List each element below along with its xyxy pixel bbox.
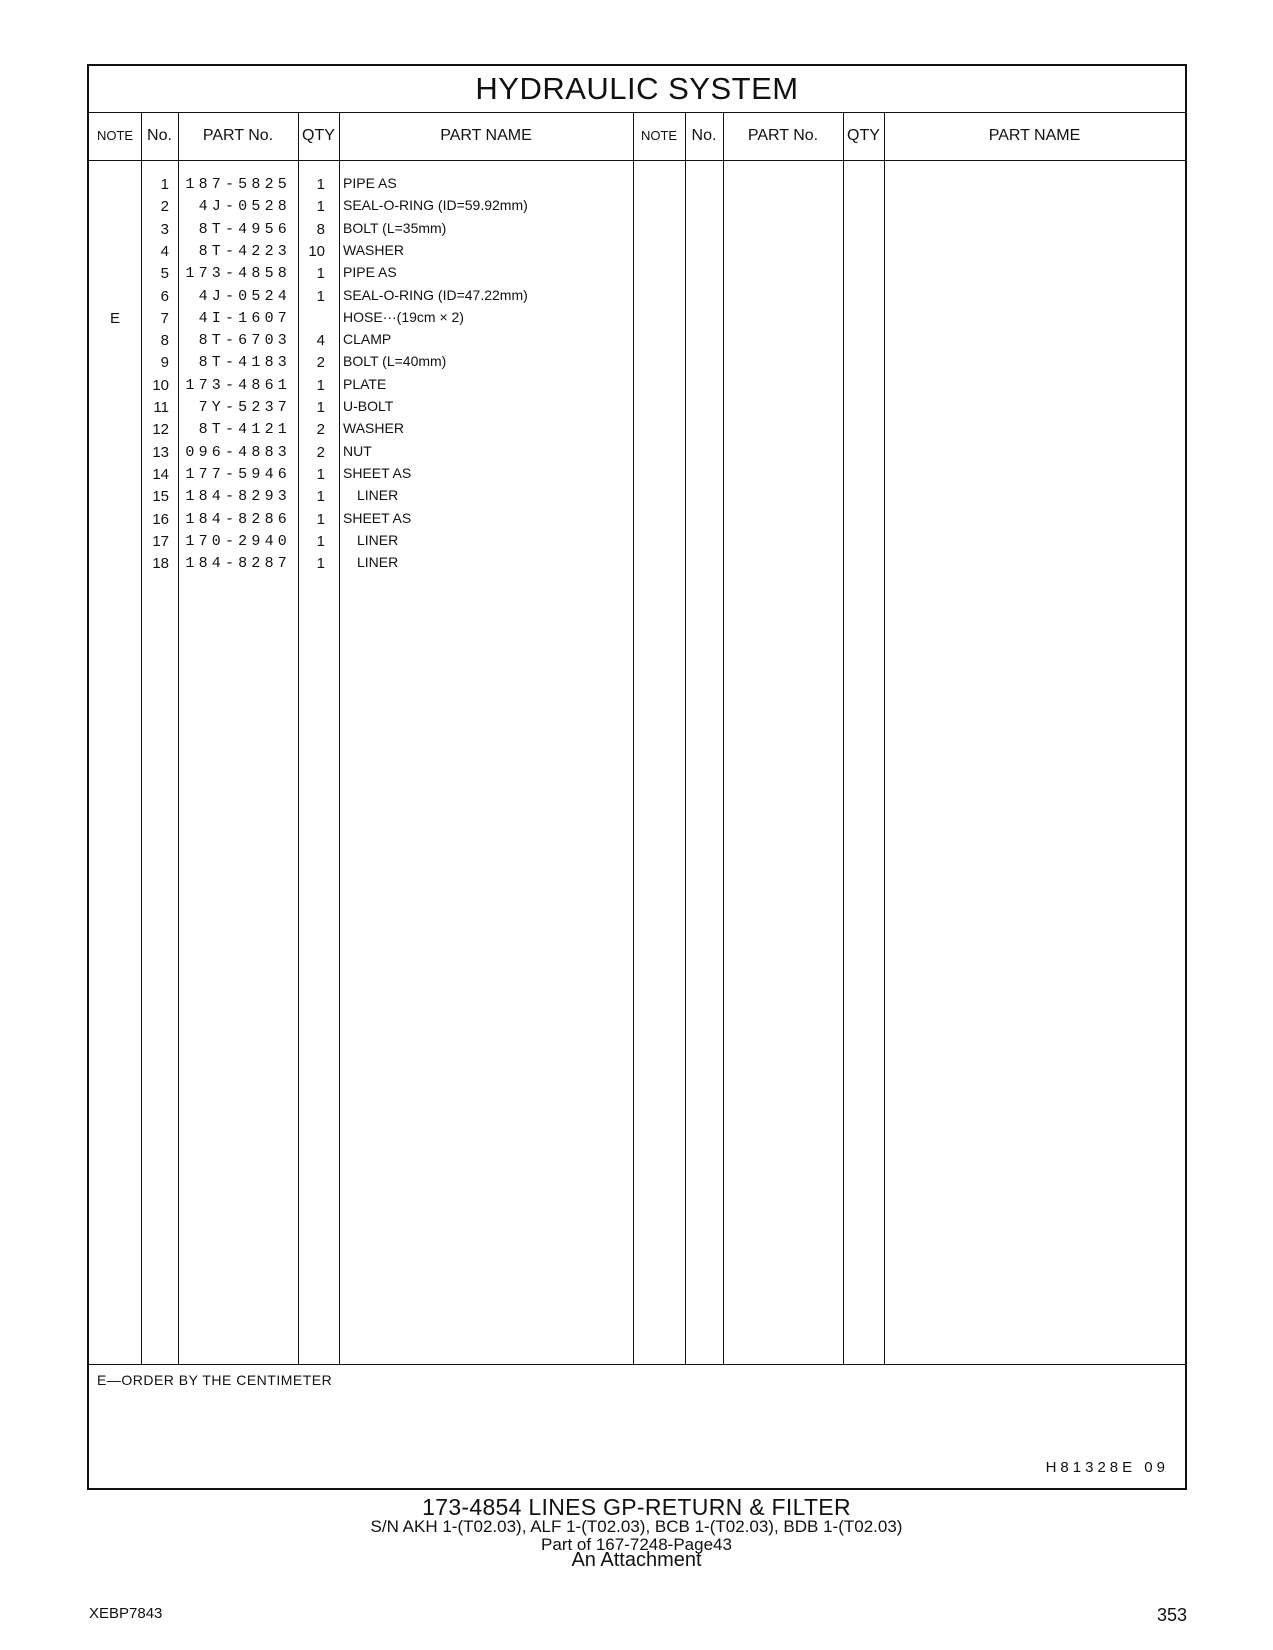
row-quantity: 2 [316, 421, 325, 439]
row-number: 3 [160, 220, 169, 238]
page-number: 353 [1156, 1605, 1187, 1625]
row-part-number: 4J-0528 [198, 198, 291, 216]
row-note: E [109, 309, 120, 327]
row-part-name: NUT [343, 442, 372, 459]
table-row [89, 485, 1185, 508]
row-number: 18 [152, 555, 169, 573]
table-row [89, 240, 1185, 263]
row-part-name: SEAL-O-RING (ID=59.92mm) [343, 197, 528, 214]
table-row [89, 530, 1185, 553]
row-part-name: WASHER [343, 241, 404, 258]
table-header [89, 112, 1185, 161]
row-number: 12 [152, 421, 169, 439]
row-quantity: 2 [316, 443, 325, 461]
footer-divider [89, 1364, 1185, 1365]
header-no-right: No. [691, 127, 717, 144]
row-part-name: SHEET AS [343, 509, 412, 526]
row-number: 15 [152, 488, 169, 506]
illustration-ref-code: H81328E 09 [1045, 1459, 1169, 1476]
row-part-number: 173-4858 [185, 265, 291, 283]
row-part-name: WASHER [343, 420, 404, 437]
header-part-no-left: PART No. [202, 127, 274, 144]
part-of-reference: Part of 167-7248-Page43 [541, 1535, 732, 1554]
table-row [89, 552, 1185, 575]
row-part-name: PIPE AS [343, 175, 397, 191]
row-number: 2 [160, 198, 169, 216]
row-quantity: 1 [316, 287, 325, 305]
table-row [89, 418, 1185, 441]
table-row [89, 307, 1185, 330]
row-part-number: 8T-4956 [198, 220, 291, 238]
row-number: 5 [160, 265, 169, 283]
header-note-right: NOTE [640, 128, 678, 143]
row-quantity: 1 [316, 555, 325, 573]
row-part-name: LINER [357, 554, 399, 571]
row-number: 11 [153, 399, 169, 416]
row-number: 10 [152, 376, 169, 394]
row-part-name: HOSE···(19cm × 2) [343, 308, 464, 325]
header-note-left: NOTE [96, 128, 134, 143]
table-row [89, 262, 1185, 285]
row-part-name: BOLT (L=40mm) [343, 353, 447, 370]
row-quantity: 1 [316, 265, 325, 283]
attachment-label: An Attachment [571, 1549, 702, 1571]
group-title: 173-4854 LINES GP-RETURN & FILTER [422, 1494, 851, 1520]
table-row [89, 374, 1185, 397]
row-quantity: 10 [308, 242, 325, 260]
row-part-name: BOLT (L=35mm) [343, 219, 447, 236]
row-part-number: 7Y-5237 [198, 399, 291, 416]
row-number: 16 [152, 510, 169, 528]
row-part-number: 184-8293 [185, 488, 291, 506]
row-quantity: 1 [316, 488, 325, 506]
row-quantity: 1 [316, 465, 325, 483]
row-part-name: LINER [357, 531, 399, 548]
row-number: 17 [152, 532, 169, 550]
header-part-name-left: PART NAME [440, 127, 532, 144]
parts-table-frame [87, 64, 1187, 1490]
row-quantity: 2 [316, 354, 325, 372]
table-row [89, 195, 1185, 218]
row-part-number: 170-2940 [185, 532, 291, 550]
row-part-name: U-BOLT [343, 398, 394, 414]
row-part-name: CLAMP [343, 331, 392, 348]
row-quantity: 1 [316, 198, 325, 216]
row-number: 9 [160, 354, 169, 372]
table-row [89, 285, 1185, 308]
row-quantity: 1 [316, 176, 325, 193]
table-row [89, 441, 1185, 464]
footnote: E—ORDER BY THE CENTIMETER [97, 1372, 333, 1388]
table-row [89, 396, 1185, 419]
table-row [89, 508, 1185, 531]
row-number: 6 [160, 287, 169, 305]
row-quantity: 4 [316, 332, 325, 350]
row-part-number: 8T-4183 [198, 354, 291, 372]
row-number: 4 [160, 242, 169, 260]
row-part-number: 8T-4223 [198, 242, 291, 260]
row-part-name: PIPE AS [343, 264, 397, 281]
row-part-number: 184-8287 [185, 555, 291, 573]
row-quantity: 1 [316, 532, 325, 550]
row-quantity: 1 [316, 376, 325, 394]
row-part-number: 173-4861 [185, 376, 291, 394]
header-qty-right: QTY [847, 127, 880, 144]
row-part-number: 4I-1607 [198, 309, 291, 327]
section-title: HYDRAULIC SYSTEM [89, 66, 1185, 113]
row-part-name: SHEET AS [343, 464, 412, 481]
row-number: 8 [160, 332, 169, 350]
row-part-name: SEAL-O-RING (ID=47.22mm) [343, 286, 528, 303]
serial-numbers: S/N AKH 1-(T02.03), ALF 1-(T02.03), BCB 1-(T02.03), BDB 1-(T02.03) [370, 1517, 903, 1536]
table-row [89, 218, 1185, 241]
row-quantity: 8 [316, 220, 325, 238]
header-qty-left: QTY [302, 127, 335, 144]
row-part-number: 184-8286 [185, 510, 291, 528]
row-part-name: PLATE [343, 375, 387, 392]
header-part-name-right: PART NAME [988, 127, 1081, 144]
table-row [89, 329, 1185, 352]
row-part-number: 4J-0524 [198, 287, 291, 305]
row-number: 7 [160, 309, 169, 327]
row-quantity: 1 [316, 399, 325, 416]
row-number: 14 [152, 465, 169, 483]
row-part-number: 096-4883 [185, 443, 291, 461]
table-row [89, 463, 1185, 486]
row-quantity: 1 [316, 510, 325, 528]
header-no-left: No. [147, 127, 172, 144]
header-part-no-right: PART No. [747, 127, 819, 144]
row-number: 13 [152, 443, 169, 461]
row-part-number: 8T-6703 [198, 332, 291, 350]
row-part-number: 8T-4121 [198, 421, 291, 439]
row-part-number: 177-5946 [185, 465, 291, 483]
table-row [89, 173, 1185, 196]
table-row [89, 351, 1185, 374]
row-part-number: 187-5825 [185, 176, 291, 193]
row-part-name: LINER [357, 487, 399, 504]
row-number: 1 [160, 176, 169, 193]
document-id: XEBP7843 [89, 1605, 163, 1622]
